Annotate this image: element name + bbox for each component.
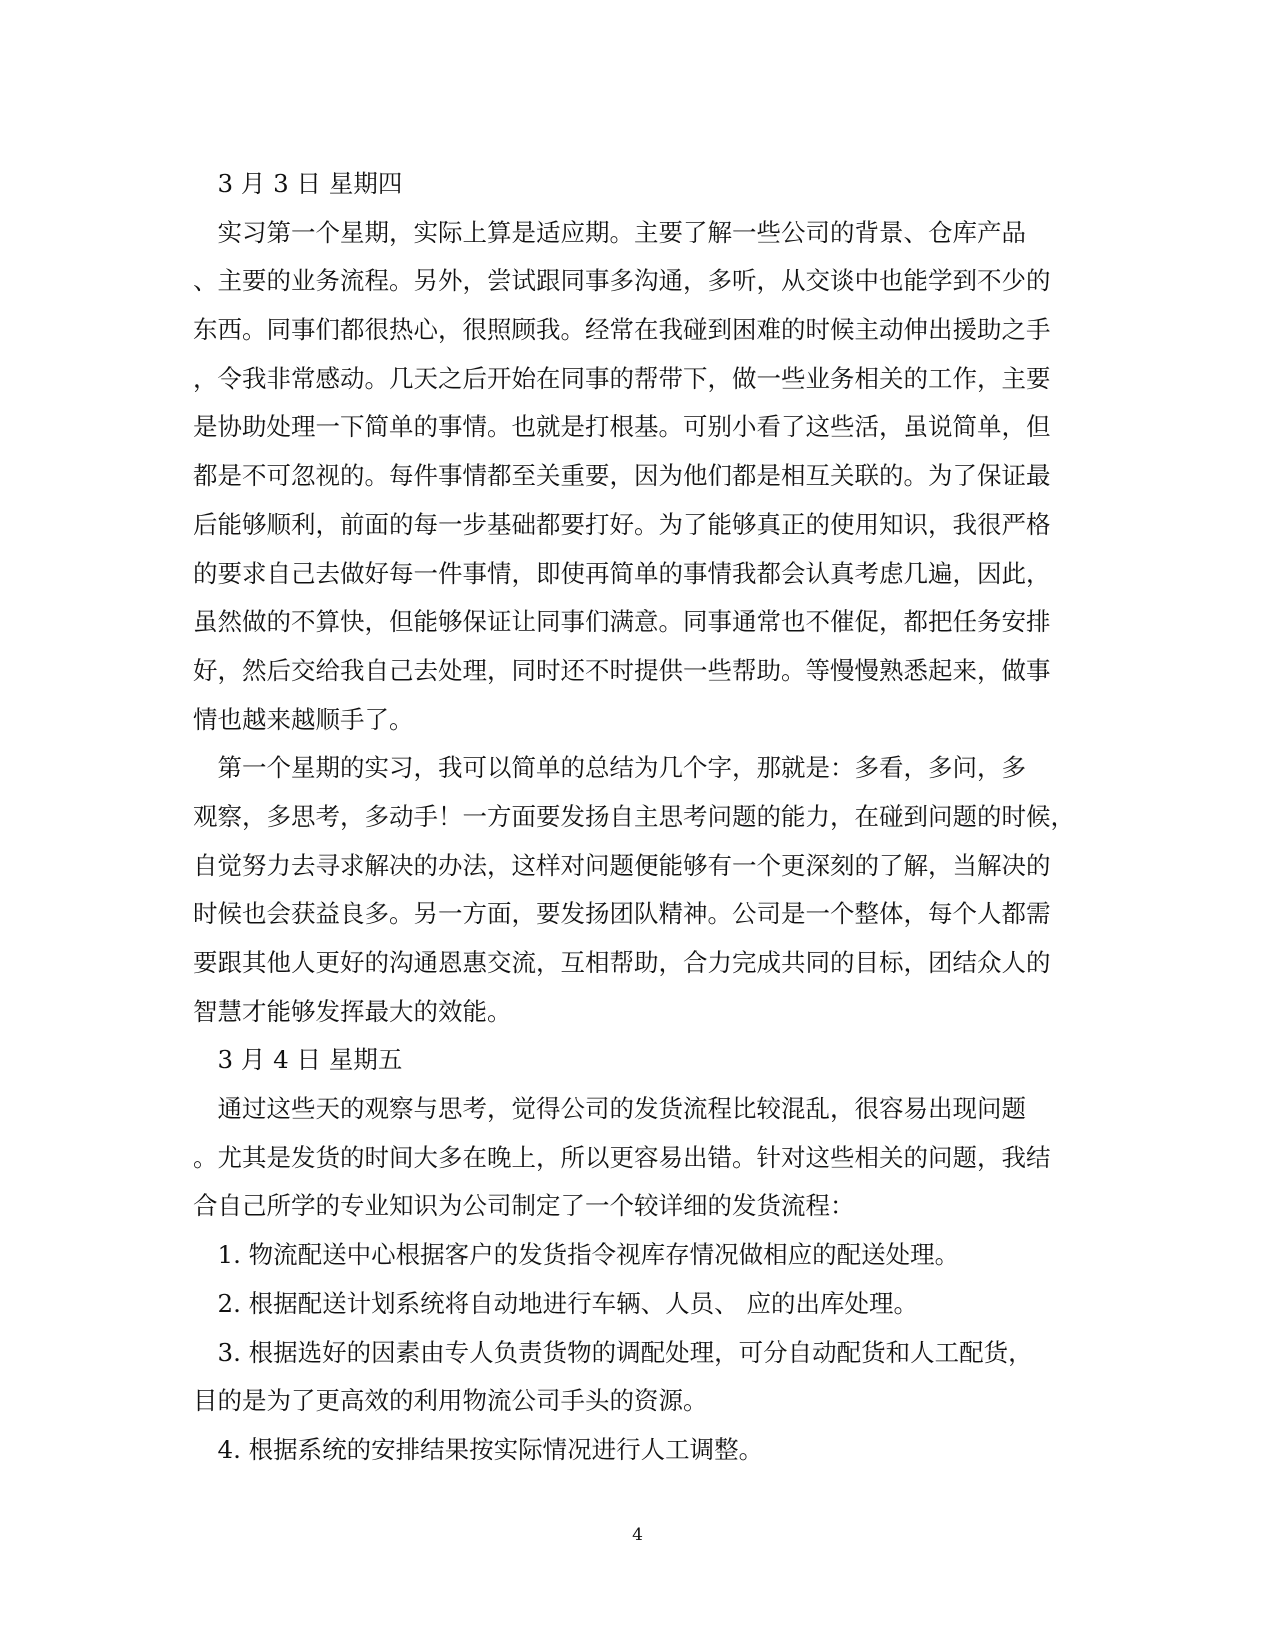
paragraph-line: 东西。同事们都很热心，很照顾我。经常在我碰到困难的时候主动伸出援助之手 bbox=[193, 315, 1051, 345]
paragraph-line: 合自己所学的专业知识为公司制定了一个较详细的发货流程： bbox=[193, 1191, 855, 1221]
paragraph-line: 是协助处理一下简单的事情。也就是打根基。可别小看了这些活，虽说简单，但 bbox=[193, 412, 1051, 442]
paragraph-line: 都是不可忽视的。每件事情都至关重要，因为他们都是相互关联的。为了保证最 bbox=[193, 461, 1051, 491]
paragraph-line: 通过这些天的观察与思考，觉得公司的发货流程比较混乱，很容易出现问题 bbox=[193, 1094, 1026, 1124]
paragraph-line: ，令我非常感动。几天之后开始在同事的帮带下，做一些业务相关的工作，主要 bbox=[193, 363, 1051, 393]
paragraph-line: 实习第一个星期，实际上算是适应期。主要了解一些公司的背景、仓库产品 bbox=[193, 217, 1026, 247]
paragraph-line: 第一个星期的实习，我可以简单的总结为几个字，那就是：多看，多问，多 bbox=[193, 753, 1026, 783]
list-item: 3. 根据选好的因素由专人负责货物的调配处理，可分自动配货和人工配货， bbox=[193, 1337, 1033, 1367]
paragraph-line: 观察，多思考，多动手！一方面要发扬自主思考问题的能力，在碰到问题的时候， bbox=[193, 801, 1075, 831]
list-item: 1. 物流配送中心根据客户的发货指令视库存情况做相应的配送处理。 bbox=[193, 1240, 960, 1270]
paragraph-line: 情也越来越顺手了。 bbox=[193, 704, 414, 734]
paragraph-line: 。尤其是发货的时间大多在晚上，所以更容易出错。针对这些相关的问题，我结 bbox=[193, 1142, 1051, 1172]
paragraph-line: 的要求自己去做好每一件事情，即使再简单的事情我都会认真考虑几遍，因此， bbox=[193, 558, 1051, 588]
date-heading: 3 月 3 日 星期四 bbox=[193, 169, 403, 198]
paragraph-line: 时候也会获益良多。另一方面，要发扬团队精神。公司是一个整体，每个人都需 bbox=[193, 899, 1051, 929]
paragraph-line: 智慧才能够发挥最大的效能。 bbox=[193, 996, 512, 1026]
paragraph-line: 、主要的业务流程。另外，尝试跟同事多沟通，多听，从交谈中也能学到不少的 bbox=[193, 266, 1051, 296]
paragraph-line: 后能够顺利，前面的每一步基础都要打好。为了能够真正的使用知识，我很严格 bbox=[193, 509, 1051, 539]
list-item: 2. 根据配送计划系统将自动地进行车辆、人员、 应的出库处理。 bbox=[193, 1288, 918, 1318]
paragraph-line: 要跟其他人更好的沟通恩惠交流，互相帮助，合力完成共同的目标，团结众人的 bbox=[193, 948, 1051, 977]
paragraph-line: 好，然后交给我自己去处理，同时还不时提供一些帮助。等慢慢熟悉起来，做事 bbox=[193, 655, 1051, 685]
paragraph-line: 虽然做的不算快，但能够保证让同事们满意。同事通常也不催促，都把任务安排 bbox=[193, 607, 1051, 637]
list-item: 4. 根据系统的安排结果按实际情况进行人工调整。 bbox=[193, 1434, 764, 1464]
body-text bbox=[193, 160, 1073, 1475]
paragraph-line: 自觉努力去寻求解决的办法，这样对问题便能够有一个更深刻的了解，当解决的 bbox=[193, 850, 1051, 880]
date-heading: 3 月 4 日 星期五 bbox=[193, 1045, 403, 1075]
list-item-continuation: 目的是为了更高效的利用物流公司手头的资源。 bbox=[193, 1386, 708, 1416]
page-number: 4 bbox=[632, 1525, 643, 1545]
